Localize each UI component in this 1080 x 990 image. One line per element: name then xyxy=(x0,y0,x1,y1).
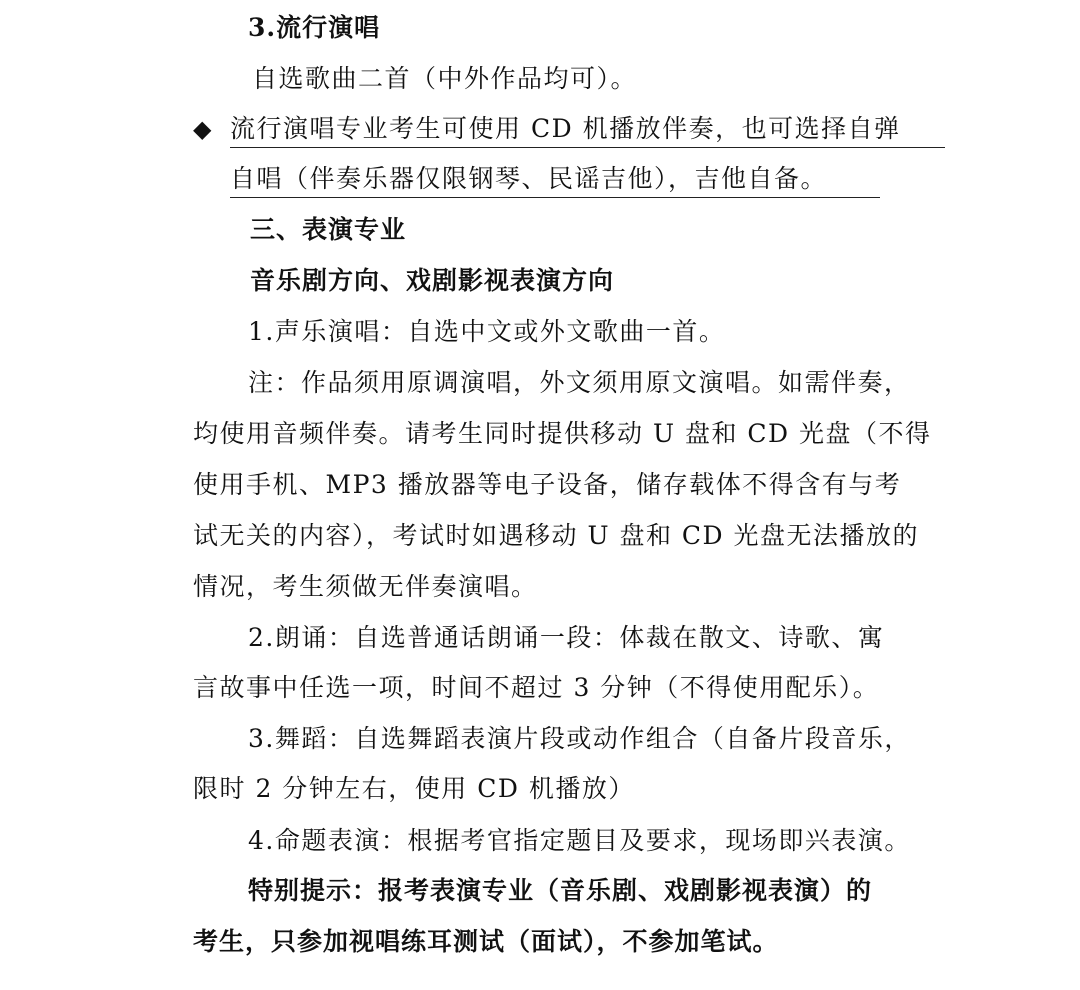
recitation-item-line-2: 言故事中任选一项，时间不超过 3 分钟（不得使用配乐）。 xyxy=(193,673,880,702)
pop-singing-note-line-2: 自唱（伴奏乐器仅限钢琴、民谣吉他），吉他自备。 xyxy=(230,163,880,198)
special-notice-line-1: 特别提示：报考表演专业（音乐剧、戏剧影视表演）的 xyxy=(248,876,873,905)
vocal-item: 1.声乐演唱：自选中文或外文歌曲一首。 xyxy=(248,317,726,346)
special-notice-line-2: 考生，只参加视唱练耳测试（面试），不参加笔试。 xyxy=(193,927,779,956)
subsection-heading-pop-singing: 3.流行演唱 xyxy=(248,13,381,42)
note-line-5: 情况，考生须做无伴奏演唱。 xyxy=(193,572,538,601)
direction-heading: 音乐剧方向、戏剧影视表演方向 xyxy=(250,266,615,295)
recitation-item-line-1: 2.朗诵：自选普通话朗诵一段：体裁在散文、诗歌、寓 xyxy=(248,623,885,652)
diamond-bullet-icon: ◆ xyxy=(193,115,212,143)
note-line-3: 使用手机、MP3 播放器等电子设备，储存载体不得含有与考 xyxy=(193,470,902,499)
pop-singing-note-line-1: 流行演唱专业考生可使用 CD 机播放伴奏，也可选择自弹 xyxy=(230,113,945,148)
pop-singing-requirement: 自选歌曲二首（中外作品均可）。 xyxy=(252,64,638,93)
improv-item: 4.命题表演：根据考官指定题目及要求，现场即兴表演。 xyxy=(248,826,911,855)
section-heading-performance: 三、表演专业 xyxy=(250,215,407,244)
note-line-2: 均使用音频伴奏。请考生同时提供移动 U 盘和 CD 光盘（不得 xyxy=(193,419,932,448)
dance-item-line-2: 限时 2 分钟左右，使用 CD 机播放） xyxy=(193,774,635,803)
note-line-4: 试无关的内容），考试时如遇移动 U 盘和 CD 光盘无法播放的 xyxy=(193,521,920,550)
dance-item-line-1: 3.舞蹈：自选舞蹈表演片段或动作组合（自备片段音乐， xyxy=(248,724,911,753)
note-line-1: 注：作品须用原调演唱，外文须用原文演唱。如需伴奏， xyxy=(248,368,911,397)
